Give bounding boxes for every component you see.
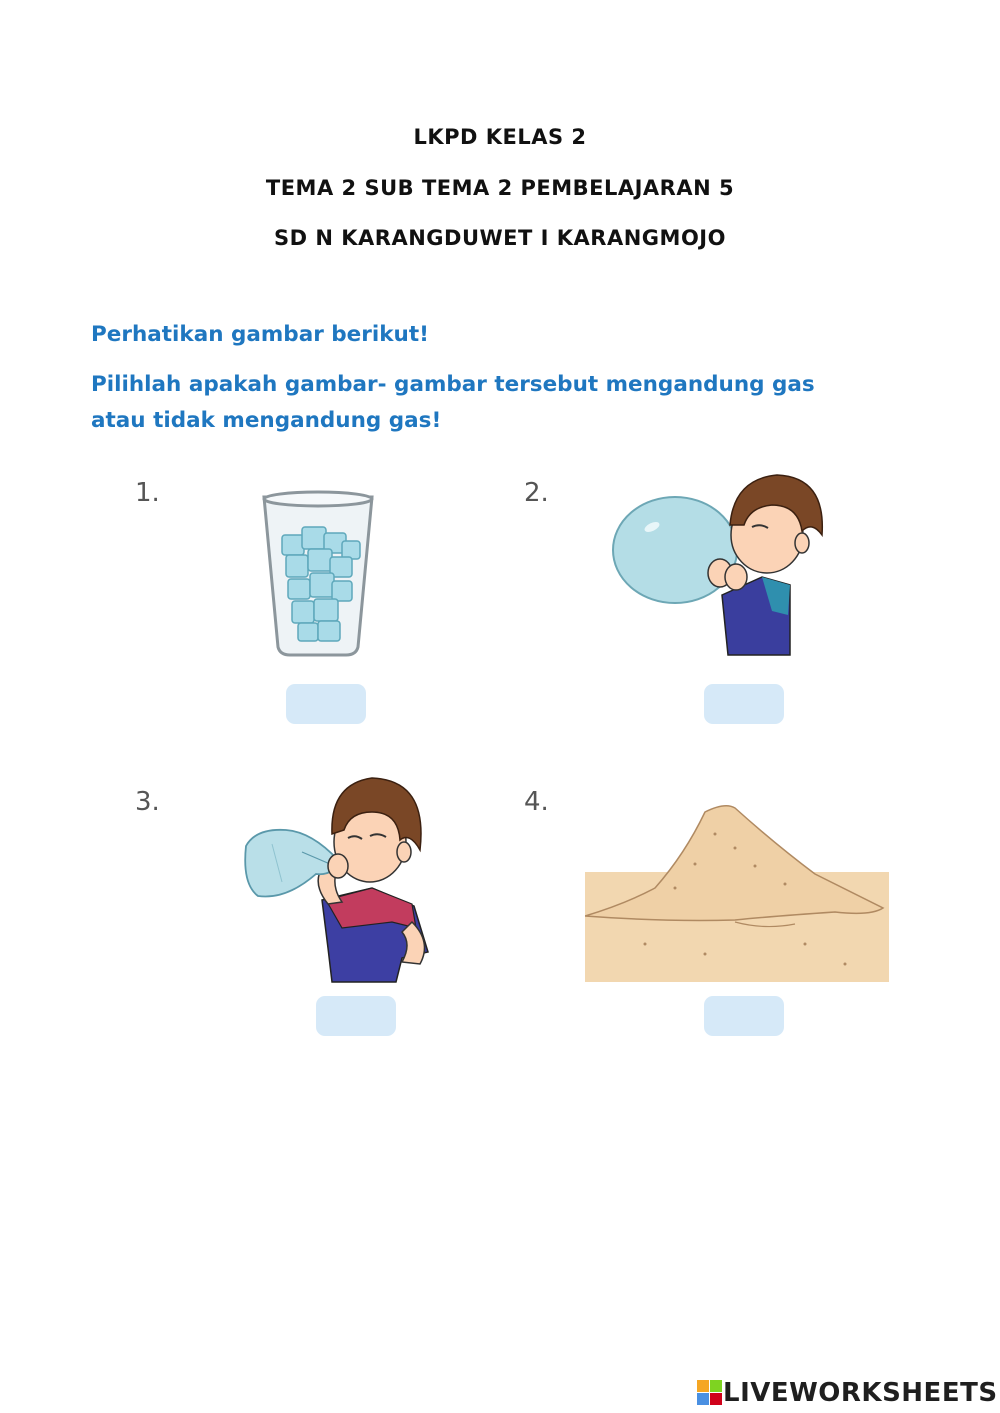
liveworksheets-logo-text: LIVEWORKSHEETS bbox=[723, 1378, 998, 1408]
liveworksheets-logo-icon bbox=[697, 1380, 723, 1406]
answer-box-1[interactable] bbox=[286, 684, 366, 724]
instruction-choose-line2: atau tidak mengandung gas! bbox=[91, 408, 442, 433]
liveworksheets-logo bbox=[697, 1376, 998, 1410]
boy-blowing-balloon-icon bbox=[612, 465, 838, 660]
answer-box-3[interactable] bbox=[316, 996, 396, 1036]
sand-pile-icon bbox=[585, 804, 889, 982]
instruction-observe: Perhatikan gambar berikut! bbox=[91, 322, 429, 347]
item-number-1: 1. bbox=[135, 478, 160, 508]
worksheet-title: LKPD KELAS 2 bbox=[413, 125, 587, 149]
instruction-choose-line1: Pilihlah apakah gambar- gambar tersebut mengandung gas bbox=[91, 372, 815, 397]
item-number-2: 2. bbox=[524, 478, 549, 508]
boy-blowing-plastic-bag-icon bbox=[242, 772, 444, 984]
answer-box-4[interactable] bbox=[704, 996, 784, 1036]
answer-box-2[interactable] bbox=[704, 684, 784, 724]
instruction-choose bbox=[91, 367, 815, 439]
glass-of-ice-icon bbox=[258, 487, 378, 662]
school-name: SD N KARANGDUWET I KARANGMOJO bbox=[274, 226, 726, 250]
item-number-3: 3. bbox=[135, 787, 160, 817]
item-number-4: 4. bbox=[524, 787, 549, 817]
worksheet-subtitle: TEMA 2 SUB TEMA 2 PEMBELAJARAN 5 bbox=[265, 176, 735, 200]
